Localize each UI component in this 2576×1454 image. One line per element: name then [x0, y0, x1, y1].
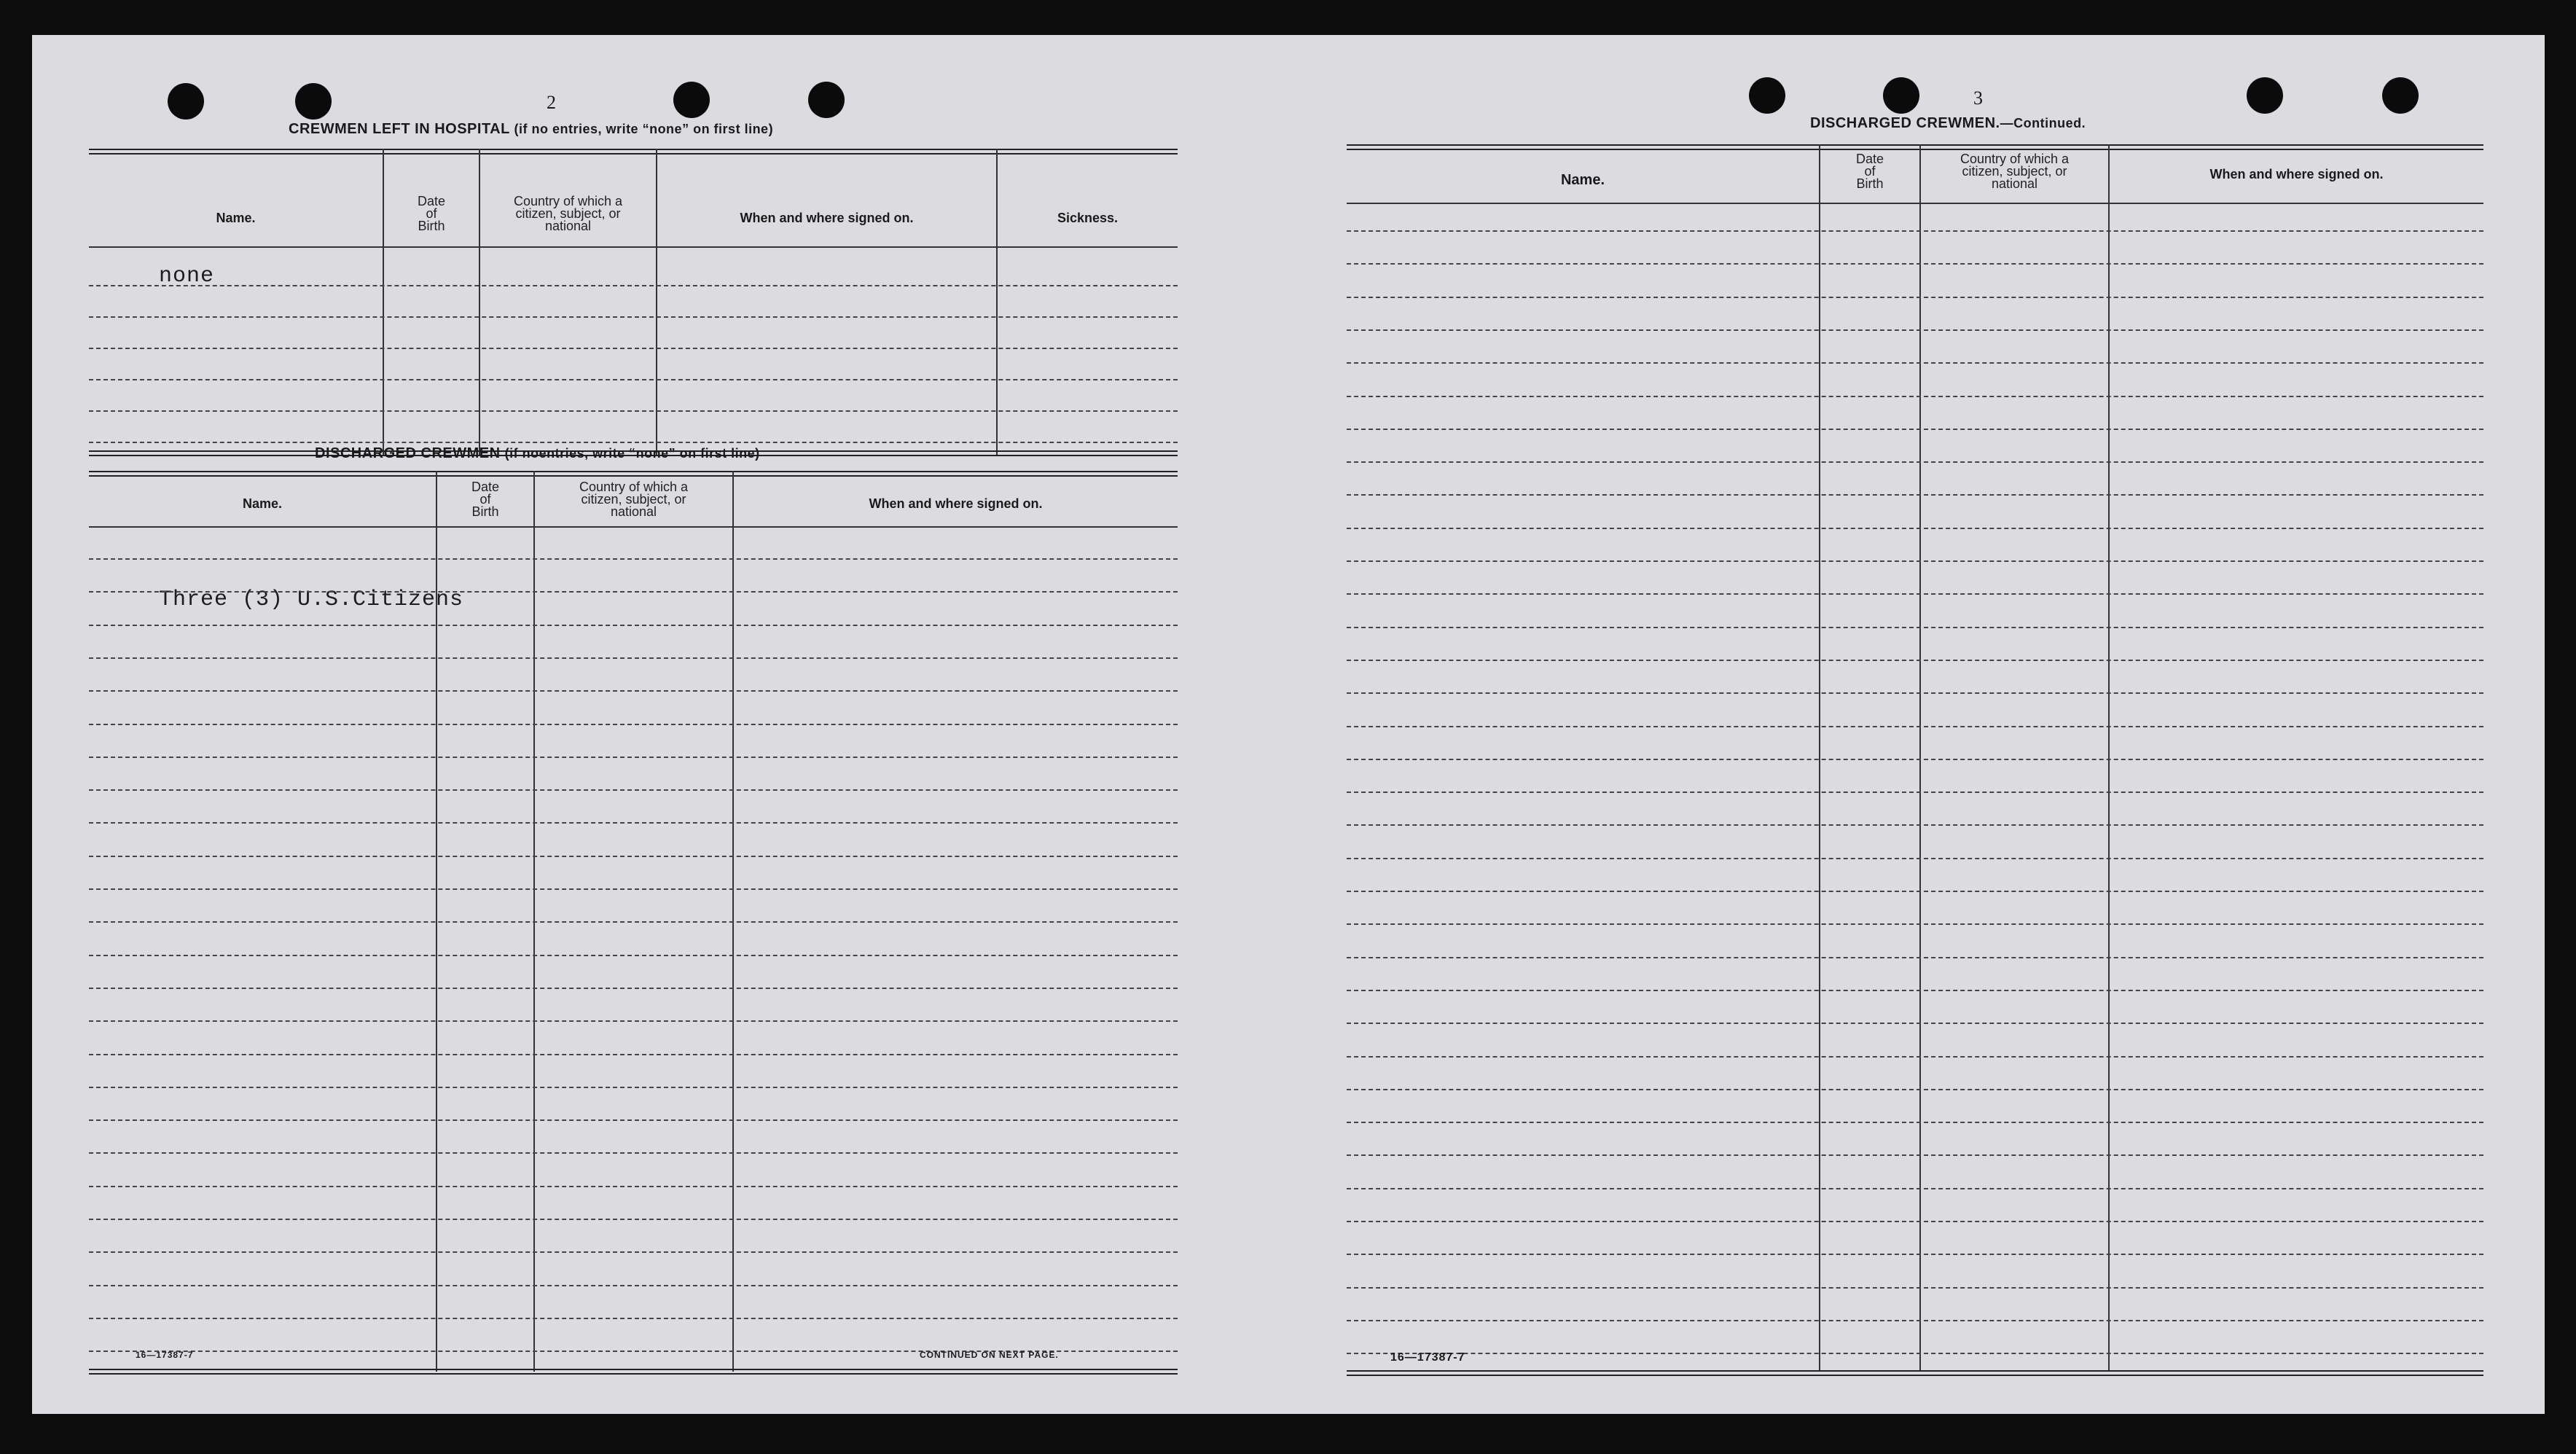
header-signed-on: When and where signed on.: [2209, 167, 2384, 181]
header-signed-on: When and where signed on.: [740, 211, 914, 225]
ruled-line: [89, 1087, 1178, 1088]
ruled-line: [1347, 891, 2483, 892]
ruled-line: [1347, 824, 2483, 826]
ruled-line: [1347, 263, 2483, 265]
ruled-line: [89, 1152, 1178, 1154]
ruled-line: [1347, 230, 2483, 232]
ruled-line: [1347, 1320, 2483, 1321]
ruled-line: [1347, 1056, 2483, 1058]
ruled-line: [1347, 759, 2483, 760]
ruled-line: [1347, 1353, 2483, 1354]
header-date-of-birth: Date of Birth: [417, 194, 446, 233]
ruled-line: [1347, 1122, 2483, 1123]
ruled-line: [1347, 792, 2483, 793]
discharged-table-right: [1347, 144, 2483, 1376]
ruled-line: [89, 955, 1178, 956]
form-number-right: 16—17387-7: [1390, 1351, 1465, 1364]
header-sickness: Sickness.: [1057, 211, 1119, 225]
ruled-line: [89, 1186, 1178, 1187]
discharged-section-title: DISCHARGED CREWMEN (if noentries, write “none” on first line): [315, 445, 760, 461]
ruled-line: [1347, 528, 2483, 529]
ruled-line: [89, 757, 1178, 758]
ruled-line: [89, 1020, 1178, 1022]
ruled-line: [1347, 494, 2483, 496]
header-country: Country of which a citizen, subject, or national: [1960, 152, 2070, 191]
ruled-line: [89, 988, 1178, 989]
discharged-entry: Three (3) U.S.Citizens: [159, 587, 464, 612]
punch-hole: [2247, 77, 2283, 114]
ruled-line: [1347, 1089, 2483, 1090]
ruled-line: [89, 789, 1178, 791]
ruled-line: [1347, 660, 2483, 661]
ruled-line: [89, 1054, 1178, 1055]
ruled-line: [1347, 329, 2483, 331]
ruled-line: [89, 1285, 1178, 1286]
ruled-line: [89, 625, 1178, 626]
ruled-line: [89, 822, 1178, 824]
punch-hole: [1883, 77, 1919, 114]
ruled-line: [1347, 1287, 2483, 1289]
ruled-line: [1347, 560, 2483, 562]
continued-note: CONTINUED ON NEXT PAGE.: [920, 1350, 1059, 1360]
punch-hole: [673, 82, 710, 118]
page-number-right: 3: [1973, 87, 1983, 109]
header-signed-on: When and where signed on.: [869, 496, 1043, 511]
discharged-table-left: [89, 471, 1178, 1376]
ruled-line: [89, 856, 1178, 857]
header-name: Name.: [242, 496, 283, 511]
ruled-line: [89, 724, 1178, 725]
ruled-line: [89, 591, 1178, 593]
ruled-line: [1347, 429, 2483, 430]
ruled-line: [1347, 1188, 2483, 1189]
ruled-line: [1347, 1023, 2483, 1024]
ruled-line: [89, 657, 1178, 659]
ruled-line: [1347, 461, 2483, 463]
ruled-line: [1347, 990, 2483, 991]
ruled-line: [89, 921, 1178, 923]
header-country: Country of which a citizen, subject, or national: [513, 194, 623, 233]
header-name: Name.: [216, 211, 256, 225]
ruled-line: [1347, 593, 2483, 595]
ruled-line: [89, 1318, 1178, 1319]
ruled-line: [89, 690, 1178, 692]
ruled-line: [1347, 297, 2483, 298]
ruled-line: [1347, 627, 2483, 628]
header-country: Country of which a citizen, subject, or national: [579, 480, 689, 519]
punch-hole: [808, 82, 845, 118]
hospital-section-title: CREWMEN LEFT IN HOSPITAL (if no entries, write “none” on first line): [289, 121, 774, 137]
ruled-line: [1347, 1254, 2483, 1255]
header-name: Name.: [1560, 172, 1605, 188]
discharged-continued-title: DISCHARGED CREWMEN.—Continued.: [1810, 115, 2086, 131]
ruled-line: [1347, 396, 2483, 397]
ruled-line: [89, 558, 1178, 560]
ruled-line: [1347, 1221, 2483, 1222]
ruled-line: [1347, 957, 2483, 958]
header-date-of-birth: Date of Birth: [1855, 152, 1884, 191]
document-sheet: [32, 35, 2545, 1414]
punch-hole: [2382, 77, 2419, 114]
punch-hole: [1749, 77, 1785, 114]
ruled-line: [89, 888, 1178, 890]
ruled-line: [1347, 858, 2483, 859]
ruled-line: [1347, 726, 2483, 727]
hospital-table: [89, 149, 1178, 459]
ruled-line: [1347, 692, 2483, 694]
form-number-left: 16—17387-7: [136, 1350, 194, 1360]
header-date-of-birth: Date of Birth: [471, 480, 500, 519]
punch-hole: [168, 83, 204, 120]
ruled-line: [89, 1219, 1178, 1220]
ruled-line: [89, 1119, 1178, 1121]
hospital-entry: none: [159, 264, 215, 289]
page-number-left: 2: [547, 92, 556, 113]
ruled-line: [1347, 1154, 2483, 1156]
ruled-line: [1347, 362, 2483, 364]
punch-hole: [295, 83, 332, 120]
ruled-line: [89, 1251, 1178, 1253]
ruled-line: [1347, 923, 2483, 925]
